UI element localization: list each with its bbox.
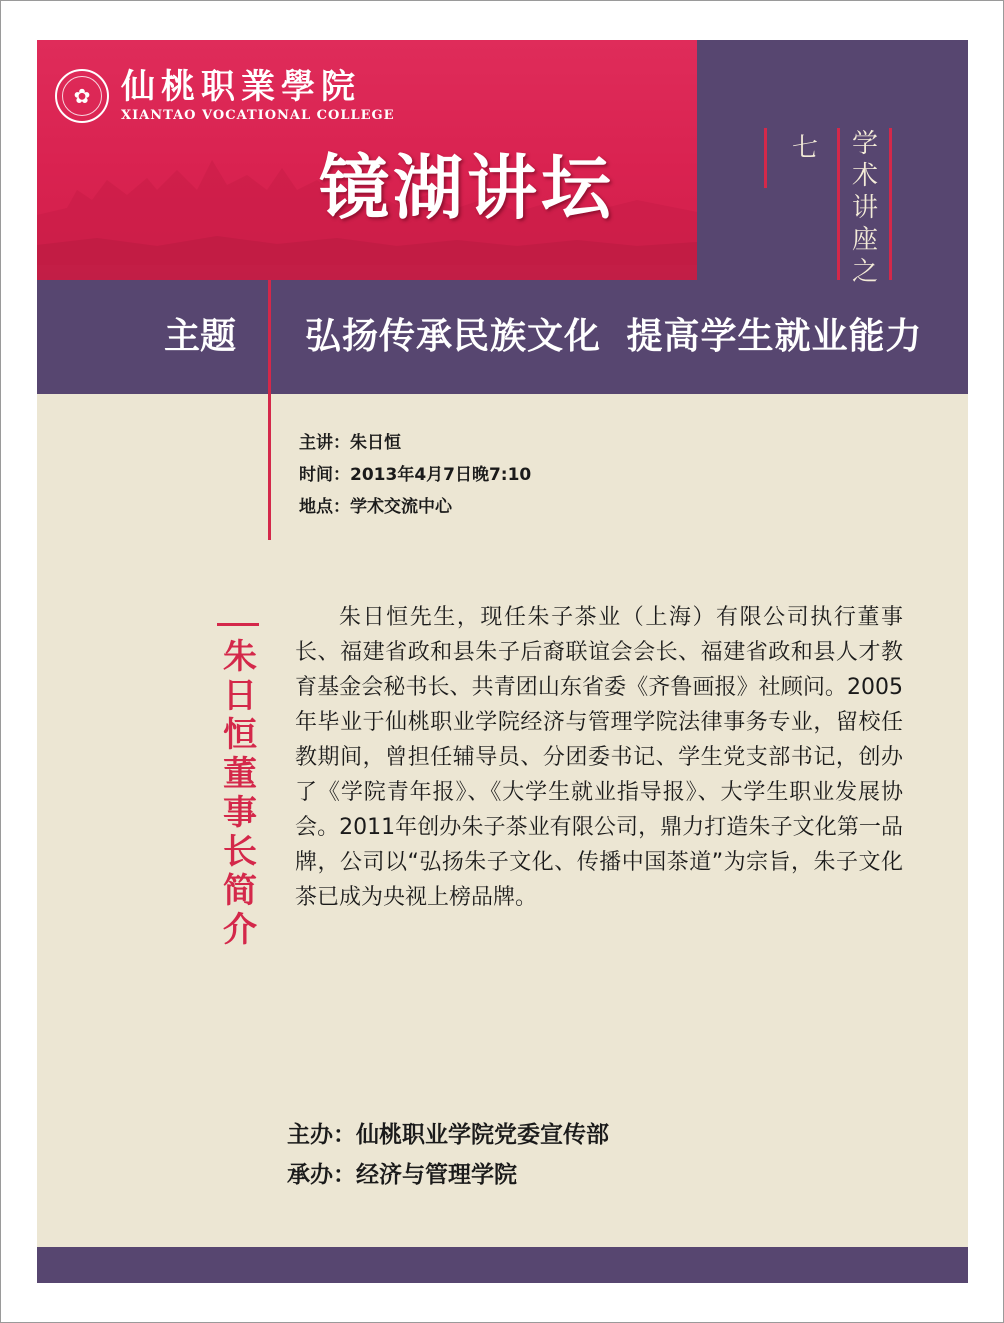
bio-title-dash xyxy=(217,623,259,626)
bio-side-title: 朱日恒董事长简介 xyxy=(223,637,257,950)
speaker-name: 朱日恒 xyxy=(350,433,401,453)
series-divider-right xyxy=(889,128,892,280)
college-logo xyxy=(55,68,395,124)
host-row xyxy=(287,1115,609,1155)
series-divider-left xyxy=(764,128,767,188)
speaker-row xyxy=(299,427,531,459)
main-vertical-divider xyxy=(268,280,271,540)
speaker-label: 主讲： xyxy=(299,433,350,453)
series-number: 七 xyxy=(791,133,818,163)
host-value: 仙桃职业学院党委宣传部 xyxy=(356,1122,609,1148)
poster xyxy=(37,40,968,1283)
footer-purple-band xyxy=(37,1247,968,1283)
bio-paragraph: 朱日恒先生，现任朱子茶业（上海）有限公司执行董事长、福建省政和县朱子后裔联谊会会长、福建省政和县人才教育基金会秘书长、共青团山东省委《齐鲁画报》社顾问。2005年毕业于仙桃职业学院经济与管理学院法律事务专业，留校任教期间，曾担任辅导员、分团委书记、学生党支部书记，创办了《学院青年报》、《大学生就业指导报》、大学生职业发展协会。2011年创办朱子茶业有限公司，鼎力打造朱子文化第一品牌，公司以“弘扬朱子文化、传播中国茶道”为宗旨，朱子文化茶已成为央视上榜品牌。 xyxy=(295,605,904,910)
place-value: 学术交流中心 xyxy=(350,497,452,517)
college-seal-icon: ✿ xyxy=(55,69,109,123)
time-row xyxy=(299,459,531,491)
title-banner xyxy=(37,40,697,280)
co-host-row xyxy=(287,1155,609,1195)
series-label: 学术讲座之 xyxy=(851,129,878,287)
forum-title: 镜湖讲坛 xyxy=(319,146,615,229)
subject-title: 弘扬传承民族文化 提高学生就业能力 xyxy=(305,316,923,357)
subject-label: 主题 xyxy=(164,316,237,357)
place-label: 地点： xyxy=(299,497,350,517)
organizers xyxy=(287,1115,609,1195)
college-name-cn: 仙桃职業學院 xyxy=(121,67,361,107)
series-divider-middle xyxy=(837,128,840,280)
college-name-en: XIANTAO VOCATIONAL COLLEGE xyxy=(121,108,395,123)
time-value: 2013年4月7日晚7:10 xyxy=(350,465,532,485)
co-host-label: 承办： xyxy=(287,1162,356,1188)
host-label: 主办： xyxy=(287,1122,356,1148)
place-row xyxy=(299,491,531,523)
co-host-value: 经济与管理学院 xyxy=(356,1162,517,1188)
lecture-details xyxy=(299,427,531,523)
time-label: 时间： xyxy=(299,465,350,485)
